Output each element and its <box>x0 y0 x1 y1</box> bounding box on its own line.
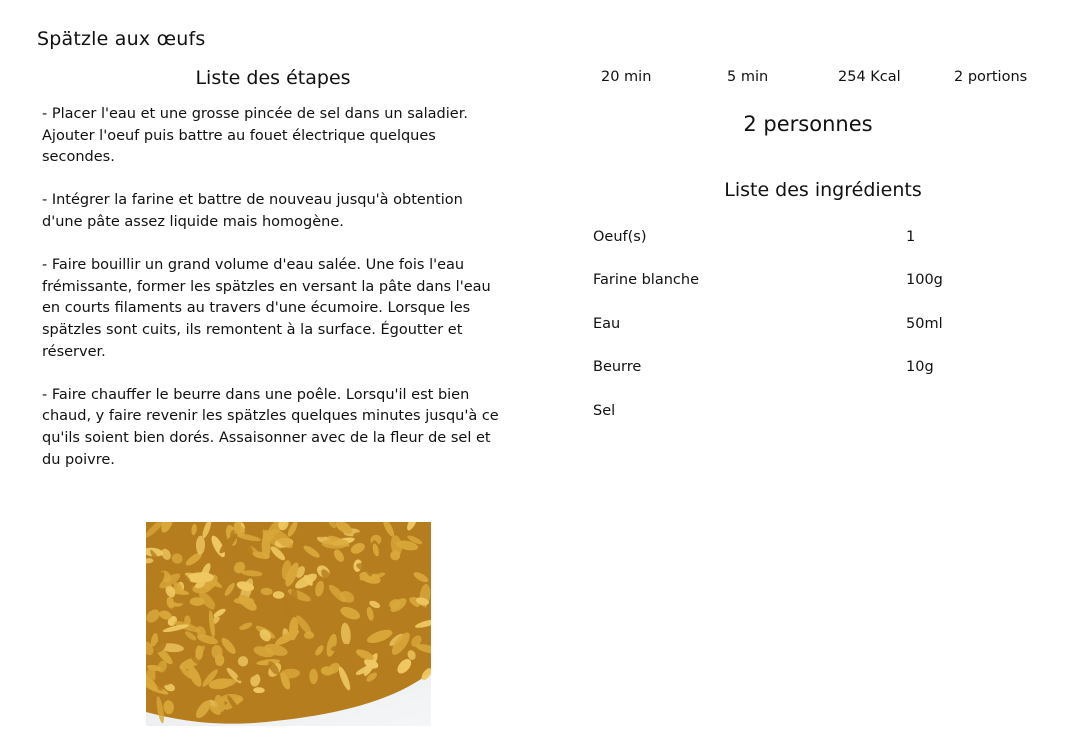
ingredient-name: Eau <box>593 316 621 332</box>
ingredient-row <box>593 229 1033 251</box>
portions: 2 portions <box>954 69 1028 85</box>
ingredient-name: Sel <box>593 403 616 419</box>
recipe-photo <box>146 522 431 726</box>
step-item-1: - Placer l'eau et une grosse pincée de sel dans un saladier. Ajouter l'oeuf puis battre au fouet électrique quelques secondes. <box>42 106 468 166</box>
ingredient-name: Farine blanche <box>593 272 699 288</box>
calories: 254 Kcal <box>838 69 901 85</box>
noodle <box>322 539 349 549</box>
ingredient-qty: 50ml <box>906 316 943 332</box>
step-item-3: - Faire bouillir un grand volume d'eau salée. Une fois l'eau frémissante, former les spätzles en versant la pâte dans l'eau en courts filaments au travers d'une écumoire. Lorsque les spätzles sont cuits, ils remontent à la surface. Égoutter et réserver. <box>42 257 491 360</box>
steps-list <box>42 104 504 493</box>
step-item-4: - Faire chauffer le beurre dans une poêle. Lorsqu'il est bien chaud, y faire revenir les spätzles quelques minutes jusqu'à ce qu'ils soient bien dorés. Assaisonner avec de la fleur de sel et du poivre. <box>42 386 499 468</box>
noodle <box>304 632 314 639</box>
ingredient-row <box>593 272 1033 294</box>
ingredient-row <box>593 359 1033 381</box>
noodle <box>195 645 203 659</box>
ingredient-qty: 10g <box>906 359 934 375</box>
ingredient-qty: 1 <box>906 229 916 245</box>
ingredient-name: Oeuf(s) <box>593 229 647 245</box>
ingredients-heading: Liste des ingrédients <box>724 179 922 201</box>
recipe-title: Spätzle aux œufs <box>37 28 206 50</box>
prep-time: 20 min <box>601 69 652 85</box>
step-item-2: - Intégrer la farine et battre de nouveau jusqu'à obtention d'une pâte assez liquide mais homogène. <box>42 192 463 230</box>
ingredient-row <box>593 403 1033 425</box>
cook-time: 5 min <box>727 69 769 85</box>
ingredient-qty: 100g <box>906 272 943 288</box>
servings: 2 personnes <box>743 112 873 136</box>
steps-heading: Liste des étapes <box>195 67 351 89</box>
noodle <box>353 532 370 539</box>
spaetzle-image <box>146 522 431 726</box>
ingredient-name: Beurre <box>593 359 642 375</box>
ingredient-row <box>593 316 1033 338</box>
